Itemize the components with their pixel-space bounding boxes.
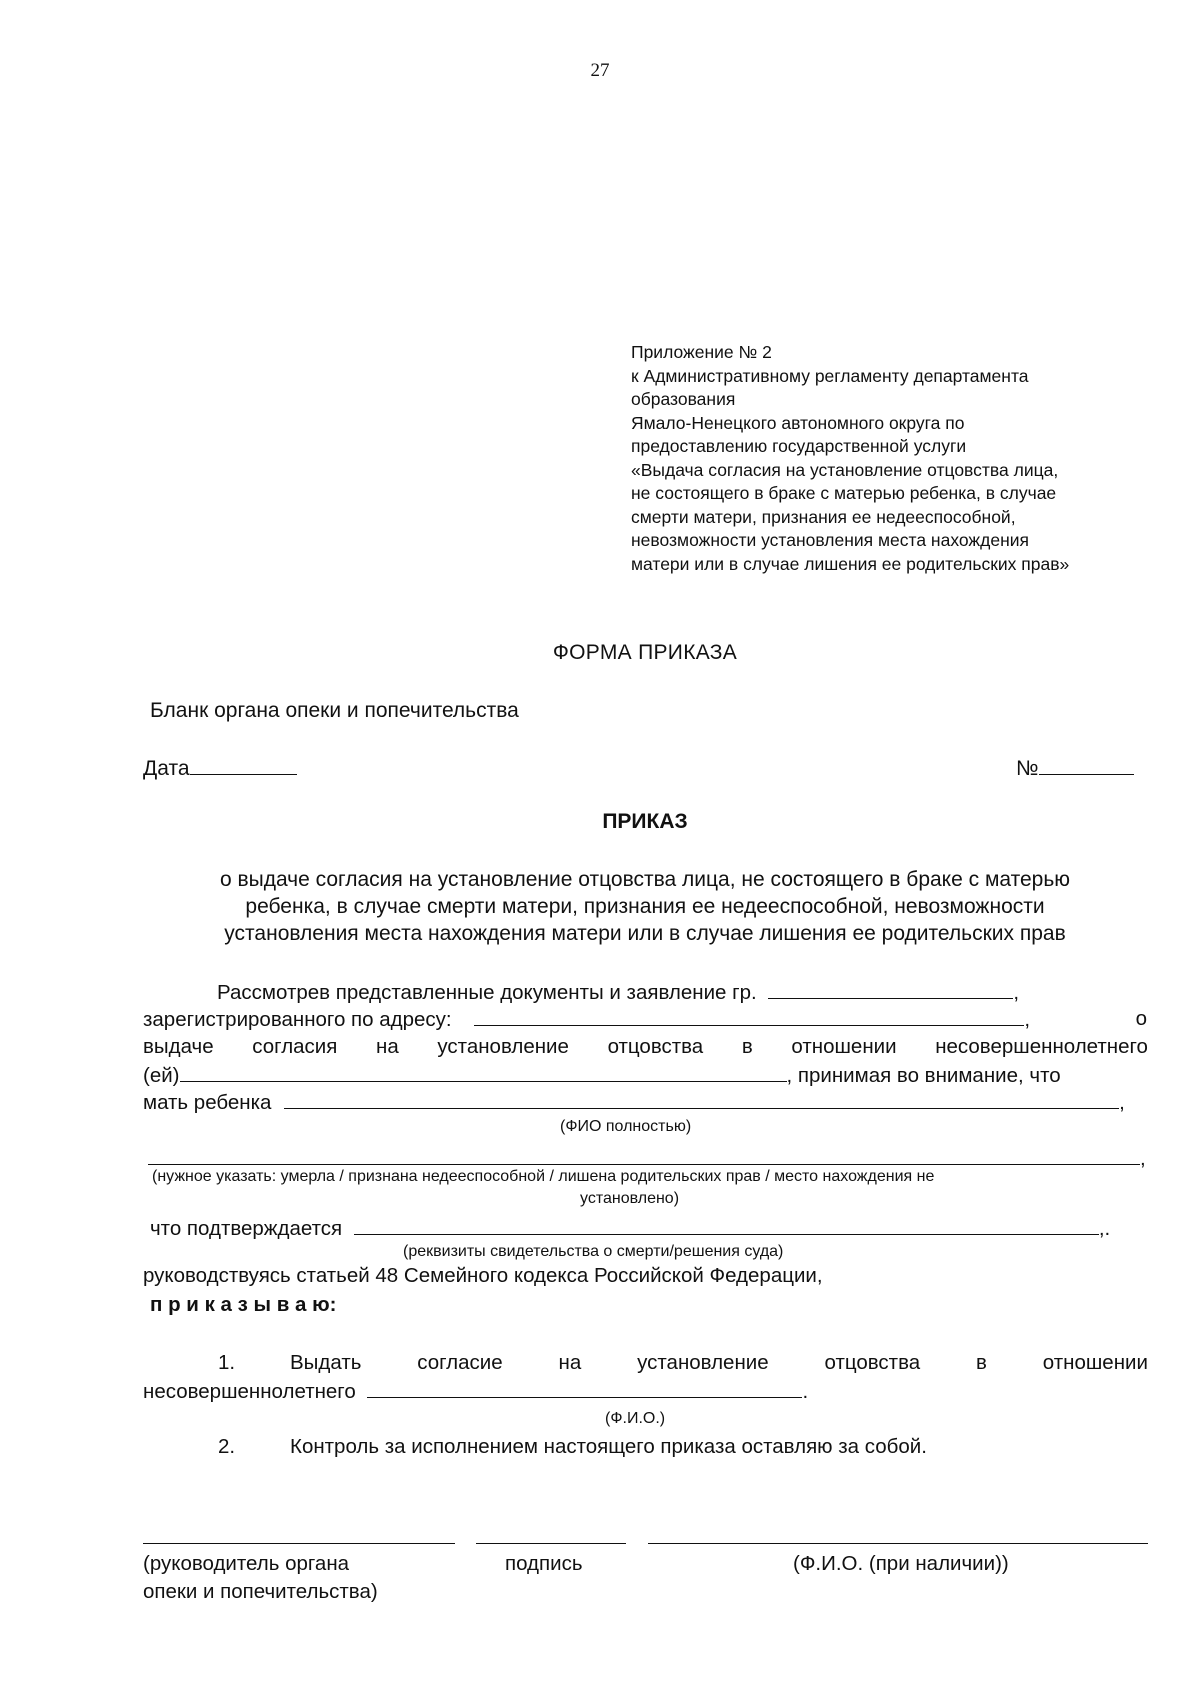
appendix-note [631,341,1151,576]
appendix-line: не состоящего в браке с матерью ребенка, в случае [631,483,1057,503]
item1-word: отношении [1042,1351,1148,1374]
signature-sign-caption: подпись [505,1552,583,1575]
item1-minor-row: несовершеннолетнего . [143,1380,809,1403]
signature-fio-caption: (Ф.И.О. (при наличии)) [793,1552,1009,1575]
considering-row: Рассмотрев представленные документы и заявление гр. , [217,981,1020,1004]
item1-number: 1. [218,1351,236,1374]
item1-word: на [558,1351,582,1374]
order-title: ПРИКАЗ [602,810,688,833]
applicant-field[interactable] [768,980,1013,999]
consent-word: установление [437,1035,569,1058]
order-word: п р и к а з ы в а ю: [150,1293,337,1316]
status-field[interactable] [148,1146,1140,1165]
appendix-line: предоставлению государственной услуги [631,436,967,456]
date-field[interactable] [190,756,297,775]
item1-caption: (Ф.И.О.) [605,1410,666,1427]
consent-word: согласия [252,1035,338,1058]
fio-caption: (ФИО полностью) [560,1118,692,1135]
appendix-line: к Административному регламенту департамента [631,365,1029,386]
guided-text: руководствуясь статьей 48 Семейного кодекса Российской Федерации, [143,1264,823,1287]
signature-line-sign[interactable] [476,1543,626,1544]
subject-line: установления места нахождения матери или в случае лишения ее родительских прав [224,922,1066,945]
signature-head-caption-cont: опеки и попечительства) [143,1580,378,1603]
item1-word: Выдать [290,1351,362,1374]
signature-line-fio[interactable] [648,1543,1148,1544]
appendix-line: Ямало-Ненецкого автономного округа по [631,412,965,433]
item2-number: 2. [218,1435,236,1458]
consent-word: отцовства [607,1035,704,1058]
number-label: № [1016,757,1039,780]
consent-word: выдаче [143,1035,214,1058]
item1-word: отцовства [824,1351,921,1374]
confirmed-text: что подтверждается [150,1217,343,1240]
consent-row [143,1035,1148,1059]
documents-caption: (реквизиты свидетельства о смерти/решения суда) [403,1243,784,1260]
item1-word: в [976,1351,987,1374]
minor-field[interactable] [180,1063,787,1082]
appendix-line: смерти матери, признания ее недееспособной, [631,506,1016,527]
appendix-line: «Выдача согласия на установление отцовства лица, [631,459,1059,480]
status-caption-cont: установлено) [580,1190,680,1207]
signature-line-head[interactable] [143,1543,455,1544]
consent-word: отношении [791,1035,897,1058]
item1-word: согласие [417,1351,503,1374]
minor-row [143,1063,1061,1088]
form-title: ФОРМА ПРИКАЗА [552,641,738,664]
item1-word: установление [637,1351,769,1374]
appendix-line: невозможности установления места нахождения [631,530,1029,550]
address-field[interactable] [474,1007,1024,1026]
signature-head-caption: (руководитель органа [143,1552,350,1575]
taking-into-account-text: , принимая во внимание, что [786,1064,1061,1087]
subject-line: ребенка, в случае смерти матери, признания ее недееспособной, невозможности [245,895,1045,918]
address-row: зарегистрированного по адресу: , о [143,1007,1147,1031]
mother-text: мать ребенка [143,1091,272,1114]
ey-text: (ей) [143,1064,180,1087]
appendix-line: Приложение № 2 [631,342,772,362]
order-subject [140,866,1150,947]
registered-text: зарегистрированного по адресу: [143,1008,452,1031]
date-row [143,756,297,781]
page-number: 27 [590,60,610,81]
consent-word: на [376,1035,399,1058]
item1-minor-field[interactable] [367,1379,802,1398]
subject-line: о выдаче согласия на установление отцовства лица, не состоящего в браке с матерью [219,868,1071,891]
status-caption: (нужное указать: умерла / признана недееспособной / лишена родительских прав / место нахождения не [152,1168,935,1185]
confirmed-row: что подтверждается ,. [150,1217,1111,1240]
number-row [1016,756,1134,781]
item1-minor-text: несовершеннолетнего [143,1380,356,1403]
mother-row: мать ребенка , [143,1091,1125,1114]
item2-text: Контроль за исполнением настоящего приказа оставляю за собой. [290,1435,927,1458]
considering-text: Рассмотрев представленные документы и заявление гр. [217,981,757,1004]
documents-field[interactable] [354,1216,1099,1235]
consent-word: несовершеннолетнего [935,1035,1148,1058]
date-label: Дата [143,757,190,780]
consent-word: в [741,1035,753,1058]
number-field[interactable] [1039,756,1134,775]
authority-blank: Бланк органа опеки и попечительства [150,699,519,722]
item1-row [290,1351,1148,1375]
status-row: , [148,1146,1146,1171]
mother-fio-field[interactable] [284,1090,1119,1109]
appendix-line: образования [631,389,736,409]
appendix-line: матери или в случае лишения ее родительских прав» [631,553,1070,574]
about-word: о [1135,1007,1147,1030]
